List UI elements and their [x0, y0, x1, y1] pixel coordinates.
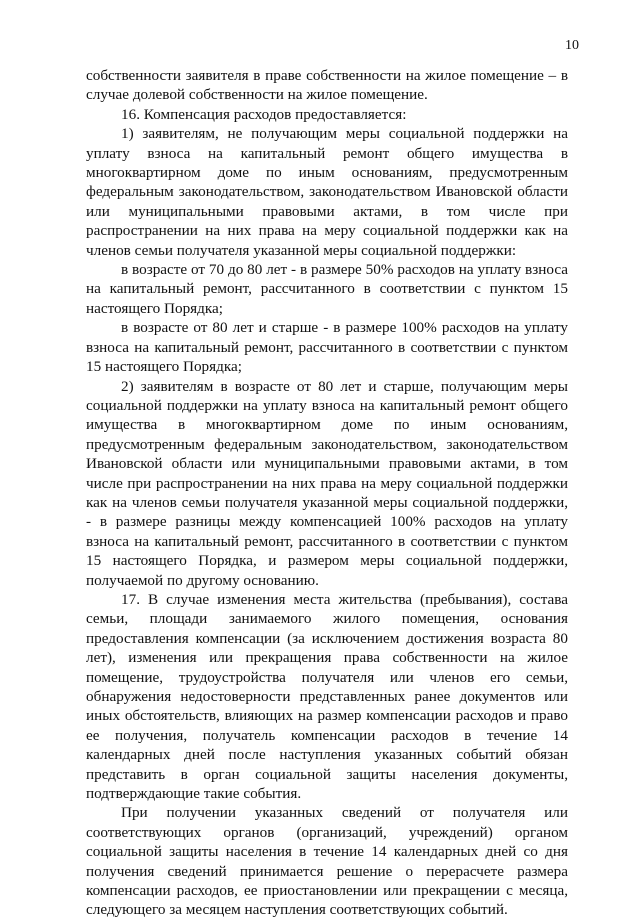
- page-number: 10: [565, 38, 579, 53]
- paragraph-16-item-1: 1) заявителям, не получающим меры социальной поддержки на уплату взноса на капитальный ремонт общего имущества в многоквартирном доме по иным основаниям, предусмотренным федеральным законодательством, законодательством Ивановской области или муниципальными правовыми актами, в том числе при распространении на них права на меру социальной поддержки как на членов семьи получателя указанной меры социальной поддержки:: [86, 125, 568, 259]
- paragraph-16-item-1-age-70-80: в возрасте от 70 до 80 лет - в размере 50% расходов на уплату взноса на капитальный ремонт, рассчитанного в соответствии с пунктом 15 настоящего Порядка;: [86, 261, 568, 317]
- paragraph-16-heading: 16. Компенсация расходов предоставляется:: [121, 105, 407, 123]
- document-body: [86, 66, 568, 920]
- paragraph-ownership-continuation: собственности заявителя в праве собственности на жилое помещение – в случае долевой собственности на жилое помещение.: [86, 67, 568, 104]
- paragraph-16-item-1-age-80-plus: в возрасте от 80 лет и старше - в размере 100% расходов на уплату взноса на капитальный ремонт, рассчитанного в соответствии с пунктом 15 настоящего Порядка;: [86, 319, 568, 376]
- paragraph-17: 17. В случае изменения места жительства (пребывания), состава семьи, площади занимаемого жилого помещения, основания предоставления компенсации (за исключением достижения возраста 80 лет), изменения или прекращения права собственности на жилое помещение, трудоустройства получателя или членов его семьи, обнаружения недостоверности представленных ранее документов или иных обстоятельств, влияющих на размер компенсации расходов и право ее получения, получатель компенсации расходов в течение 14 календарных дней после наступления указанных событий обязан представить в орган социальной защиты населения документы, подтверждающие такие события.: [86, 590, 568, 803]
- paragraph-16-item-2: 2) заявителям в возрасте от 80 лет и старше, получающим меры социальной поддержки на уплату взноса на капитальный ремонт общего имущества в многоквартирном доме по иным основаниям, предусмотренным федеральным законодательством, законодательством Ивановской области или муниципальными правовыми актами, в том числе при распространении на них права на меру социальной поддержки как на членов семьи получателя указанной меры социальной поддержки, - в размере разницы между компенсацией 100% расходов на уплату взноса на капитальный ремонт, рассчитанного в соответствии с пунктом 15 настоящего Порядка, и размером меры социальной поддержки, получаемой по другому основанию.: [86, 377, 568, 589]
- paragraph-17-recalculation: При получении указанных сведений от получателя или соответствующих органов (организаций, учреждений) органом социальной защиты населения в течение 14 календарных дней со дня получения сведений принимается решение о перерасчете размера компенсации расходов, ее приостановлении или прекращении с месяца, следующего за месяцем наступления соответствующих событий.: [86, 804, 568, 919]
